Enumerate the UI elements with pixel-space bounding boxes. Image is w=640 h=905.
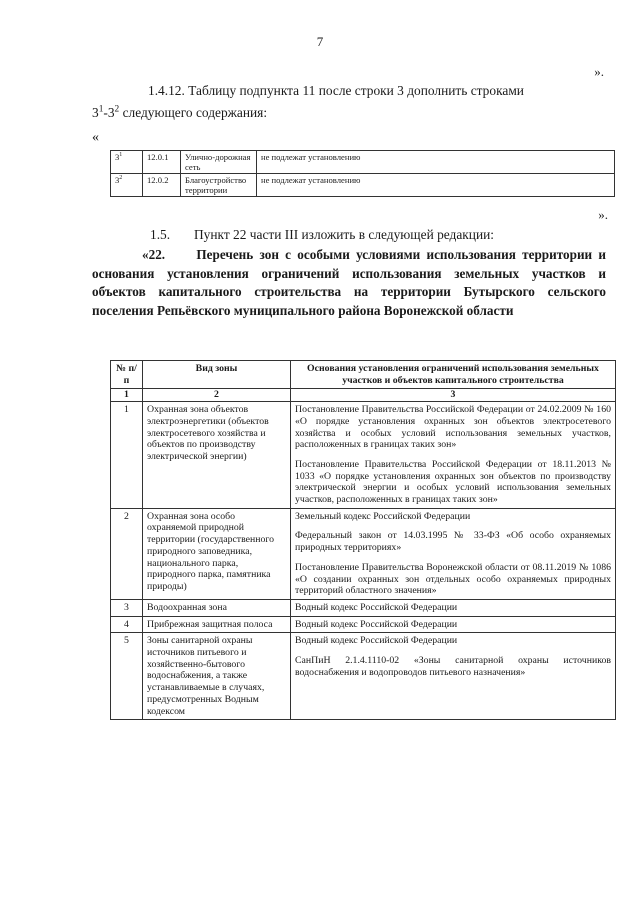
insert-table-row: [111, 151, 615, 174]
paragraph-1-5-text: Пункт 22 части III изложить в следующей редакции:: [194, 227, 495, 242]
zone-row: [111, 633, 616, 720]
zone-row-number: 3: [111, 599, 143, 616]
zone-row-number: 4: [111, 616, 143, 633]
paragraph-1-4-12-line1: 1.4.12. Таблицу подпункта 11 после строки 3 дополнить строками: [148, 83, 524, 98]
insert-row-code: 12.0.1: [143, 151, 181, 174]
header-zone: Вид зоны: [143, 361, 291, 389]
insert-row-number-sup: 2: [119, 175, 123, 182]
section-22-title: Перечень зон с особыми условиями использования территории и основания установления ограничений использования земельных участков и объектов капитального строительства на территории Бутырского сельского поселения Репьёвского муниципального района Воронежской области: [92, 247, 606, 318]
zone-basis-document: СанПиН 2.1.4.1110-02 «Зоны санитарной охраны источников водоснабжения и водопроводов питьевого назначения»: [295, 655, 611, 678]
zones-table-header-row: [111, 361, 616, 389]
column-number-1: 1: [111, 389, 143, 402]
zone-basis-document: Постановление Правительства Российской Федерации от 18.11.2013 № 1033 «О порядке установления охранных зон объектов по производству электрической энергии и особых условий использования земельных участков, расположенных в границах таких зон»: [295, 458, 611, 506]
closing-quote-top: ».: [594, 64, 604, 79]
zone-type: Прибрежная защитная полоса: [143, 616, 291, 633]
insert-rows-table: [110, 150, 615, 197]
column-number-2: 2: [143, 389, 291, 402]
zone-basis: [291, 616, 616, 633]
zone-row: [111, 599, 616, 616]
superscript-1: 1: [98, 104, 104, 115]
insert-row-number: [111, 174, 143, 197]
insert-row-number-base: 3: [115, 152, 120, 162]
zone-basis-document: Водный кодекс Российской Федерации: [295, 618, 458, 630]
insert-row-number-base: 3: [115, 175, 120, 185]
header-basis: Основания установления ограничений использования земельных участков и объектов капитального строительства: [291, 361, 616, 389]
zone-row: [111, 508, 616, 599]
insert-row-name: Улично-дорожная сеть: [181, 151, 257, 174]
row-ref-3: 3: [92, 105, 99, 120]
zone-basis: [291, 508, 616, 599]
zone-type: Зоны санитарной охраны источников питьевого и хозяйственно-бытового водоснабжения, а также устанавливаемые в случаях, предусмотренных Водным кодексом: [143, 633, 291, 720]
insert-row-number: [111, 151, 143, 174]
zone-basis-document: Постановление Правительства Воронежской области от 08.11.2019 № 1086 «О создании охранных зон отдельных особо охраняемых природных территорий областного значения»: [295, 561, 611, 597]
closing-quote-mid: ».: [598, 207, 608, 222]
insert-row-code: 12.0.2: [143, 174, 181, 197]
section-22-heading: [92, 246, 606, 320]
zone-basis: [291, 633, 616, 720]
row-ref-dash-3: -3: [103, 105, 115, 120]
zone-basis-document: Постановление Правительства Российской Федерации от 24.02.2009 № 160 «О порядке установления охранных зон объектов электросетевого хозяйства и особых условий использования земельных участков, расположенных в границах таких зон»: [295, 404, 611, 451]
zone-basis: [291, 402, 616, 509]
zone-row-number: 1: [111, 402, 143, 509]
opening-quote: «: [92, 130, 99, 145]
paragraph-1-4-12-suffix: следующего содержания:: [119, 105, 268, 120]
insert-row-value: не подлежат установлению: [257, 174, 615, 197]
section-22-number: «22.: [142, 247, 166, 262]
zone-type: Охранная зона особо охраняемой природной территории (государственного природного заповедника, национального парка, природного парка, памятника природы): [143, 508, 291, 599]
zone-row: [111, 616, 616, 633]
insert-row-number-sup: 1: [119, 152, 123, 159]
zone-row: [111, 402, 616, 509]
paragraph-1-4-12-line2: [92, 102, 606, 124]
insert-table-row: [111, 174, 615, 197]
insert-row-name: Благоустройство территории: [181, 174, 257, 197]
zone-basis-document: Федеральный закон от 14.03.1995 № 33-ФЗ «Об особо охраняемых природных территориях»: [295, 530, 611, 554]
zones-table: [110, 360, 616, 720]
zones-table-column-numbers: [111, 389, 616, 402]
superscript-2: 2: [114, 104, 120, 115]
zone-row-number: 2: [111, 508, 143, 599]
zone-type: Охранная зона объектов электроэнергетики (объектов электросетевого хозяйства и объектов по производству электрической энергии): [143, 402, 291, 509]
page-number: 7: [316, 34, 324, 49]
zone-basis: [291, 599, 616, 616]
zone-basis-document: Водный кодекс Российской Федерации: [295, 601, 458, 613]
column-number-3: 3: [291, 389, 616, 402]
zone-type: Водоохранная зона: [143, 599, 291, 616]
header-num: № п/п: [111, 361, 143, 389]
zone-basis-document: Земельный кодекс Российской Федерации: [295, 510, 471, 522]
paragraph-1-5-number: 1.5.: [150, 227, 171, 242]
zone-basis-document: Водный кодекс Российской Федерации: [295, 635, 458, 647]
paragraph-1-4-12: [92, 80, 606, 124]
insert-row-value: не подлежат установлению: [257, 151, 615, 174]
paragraph-1-5: [150, 227, 494, 243]
zone-row-number: 5: [111, 633, 143, 720]
